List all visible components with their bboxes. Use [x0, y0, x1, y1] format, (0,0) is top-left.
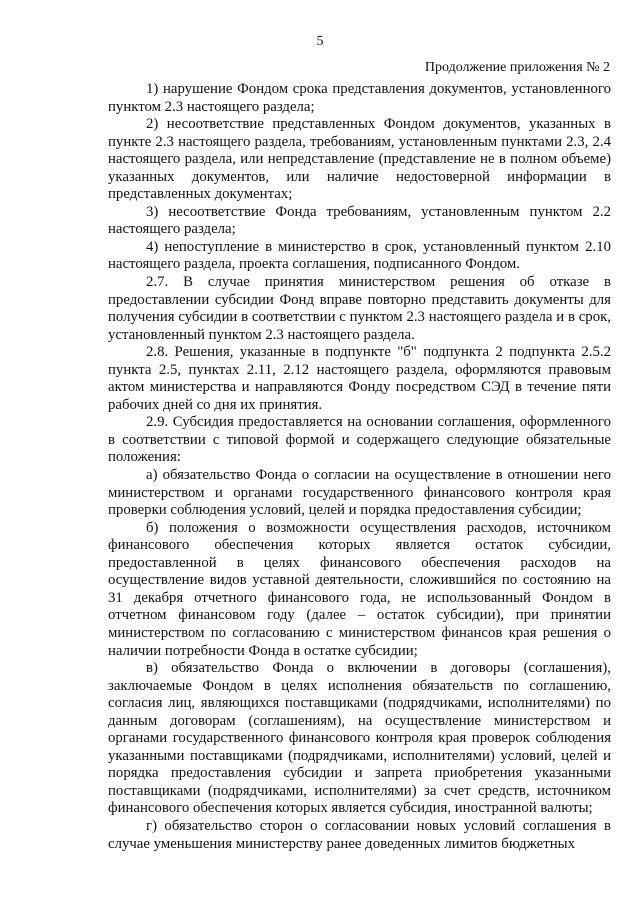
- paragraph-2-7: 2.7. В случае принятия министерством решения об отказе в предоставлении субсидии Фонд вправе повторно представить документы для получения субсидии в соответствии с пунктом 2.3 настоящего раздела и в срок, установленный пунктом 2.3 настоящего раздела.: [108, 274, 611, 343]
- paragraph-item-v: в) обязательство Фонда о включении в договоры (соглашения), заключаемые Фондом в целях исполнения обязательств по соглашению, согласия лиц, являющихся поставщиками (подрядчиками, исполнителями) по данным договорам (соглашениям), на осуществление министерством и органами государственного финансового контроля края проверок соблюдения указанными поставщиками (подрядчиками, исполнителями) условий, целей и порядка предоставления субсидии и запрета приобретения указанными поставщиками (подрядчиками, исполнителями) за счет средств, источником финансового обеспечения которых является субсидия, иностранной валюты;: [108, 660, 611, 817]
- paragraph-item-g: г) обязательство сторон о согласовании новых условий соглашения в случае уменьшения министерству ранее доведенных лимитов бюджетных: [108, 817, 611, 852]
- paragraph-item-2: 2) несоответствие представленных Фондом документов, указанных в пункте 2.3 настоящего раздела, требованиям, установленным пунктами 2.3, 2.4 настоящего раздела, или непредставление (представление не в полном объеме) указанных документов, или наличие недостоверной информации в представленных документах;: [108, 116, 611, 203]
- body-text: [108, 81, 611, 853]
- paragraph-item-1: 1) нарушение Фондом срока представления документов, установленного пунктом 2.3 настоящего раздела;: [108, 81, 611, 115]
- page-number: 5: [316, 34, 324, 49]
- paragraph-2-9: 2.9. Субсидия предоставляется на основании соглашения, оформленного в соответствии с типовой формой и содержащего следующие обязательные положения:: [108, 414, 611, 466]
- paragraph-item-4: 4) непоступление в министерство в срок, установленный пунктом 2.10 настоящего раздела, проекта соглашения, подписанного Фондом.: [108, 238, 611, 273]
- paragraph-item-3: 3) несоответствие Фонда требованиям, установленным пунктом 2.2 настоящего раздела;: [108, 203, 611, 238]
- paragraph-item-b: б) положения о возможности осуществления расходов, источником финансового обеспечения которых является остаток субсидии, предоставленной в целях финансового обеспечения расходов на осуществление видов уставной деятельности, сложившийся по состоянию на 31 декабря отчетного финансового года, не использованный Фондом в отчетном финансовом году (далее – остаток субсидии), при принятии министерством по согласованию с министерством финансов края решения о наличии потребности Фонда в остатке субсидии;: [108, 519, 611, 659]
- paragraph-item-a: а) обязательство Фонда о согласии на осуществление в отношении него министерством и органами государственного финансового контроля края проверки соблюдения условий, целей и порядка предоставления субсидии;: [108, 467, 611, 519]
- appendix-continuation-note: Продолжение приложения № 2: [424, 60, 610, 75]
- paragraph-2-8: 2.8. Решения, указанные в подпункте "б" подпункта 2 подпункта 2.5.2 пункта 2.5, пунктах 2.11, 2.12 настоящего раздела, оформляются правовым актом министерства и направляются Фонду посредством СЭД в течение пяти рабочих дней со дня их принятия.: [108, 344, 611, 413]
